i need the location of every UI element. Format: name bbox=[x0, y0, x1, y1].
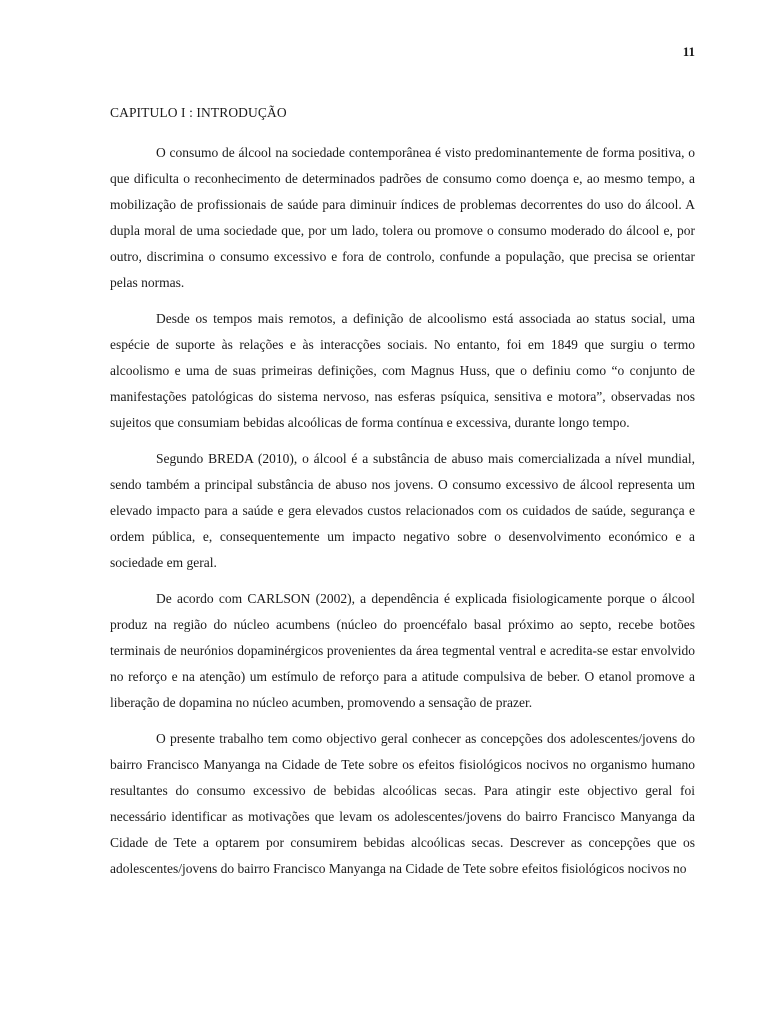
page-number: 11 bbox=[682, 44, 695, 59]
paragraph-objectives: O presente trabalho tem como objectivo geral conhecer as concepções dos adolescentes/jovens do bairro Francisco Manyanga na Cidade de Tete sobre os efeitos fisiológicos nocivos no organismo humano resultantes do consumo excessivo de bebidas alcoólicas secas. Para atingir este objectivo geral foi necessário identificar as motivações que levam os adolescentes/jovens do bairro Francisco Manyanga da Cidade de Tete a optarem por consumirem bebidas alcoólicas secas. Descrever as concepções que os adolescentes/jovens do bairro Francisco Manyanga na Cidade de Tete sobre efeitos fisiológicos nocivos no bbox=[110, 731, 695, 876]
document-body bbox=[110, 104, 695, 892]
paragraph-breda-citation: Segundo BREDA (2010), o álcool é a substância de abuso mais comercializada a nível mundial, sendo também a principal substância de abuso nos jovens. O consumo excessivo de álcool representa um elevado impacto para a saúde e gera elevados custos relacionados com os cuidados de saúde, segurança e ordem pública, e, consequentemente um impacto negativo sobre o desenvolvimento económico e a sociedade em geral. bbox=[110, 451, 695, 570]
paragraph-intro-alcohol-society: O consumo de álcool na sociedade contemporânea é visto predominantemente de forma positiva, o que dificulta o reconhecimento de determinados padrões de consumo como doença e, ao mesmo tempo, a mobilização de profissionais de saúde para diminuir índices de problemas decorrentes do uso do álcool. A dupla moral de uma sociedade que, por um lado, tolera ou promove o consumo moderado do álcool e, por outro, discrimina o consumo excessivo e fora de controlo, confunde a população, que precisa se orientar pelas normas. bbox=[110, 145, 695, 290]
chapter-title: CAPITULO I : INTRODUÇÃO bbox=[110, 105, 287, 120]
paragraph-alcoholism-definition: Desde os tempos mais remotos, a definição de alcoolismo está associada ao status social, uma espécie de suporte às relações e às interacções sociais. No entanto, foi em 1849 que surgiu o termo alcoolismo e uma de suas primeiras definições, com Magnus Huss, que o definiu como “o conjunto de manifestações patológicas do sistema nervoso, nas esferas psíquica, sensitiva e motora”, observadas nos sujeitos que consumiam bebidas alcoólicas de forma contínua e excessiva, durante longo tempo. bbox=[110, 311, 695, 430]
paragraph-carlson-citation: De acordo com CARLSON (2002), a dependência é explicada fisiologicamente porque o álcool produz na região do núcleo acumbens (núcleo do proencéfalo basal próximo ao septo, recebe botões terminais de neurónios dopaminérgicos provenientes da área tegmental ventral e acredita-se estar envolvido no reforço e na atenção) um estímulo de reforço para a atitude compulsiva de beber. O etanol promove a liberação de dopamina no núcleo acumben, promovendo a sensação de prazer. bbox=[110, 591, 695, 710]
